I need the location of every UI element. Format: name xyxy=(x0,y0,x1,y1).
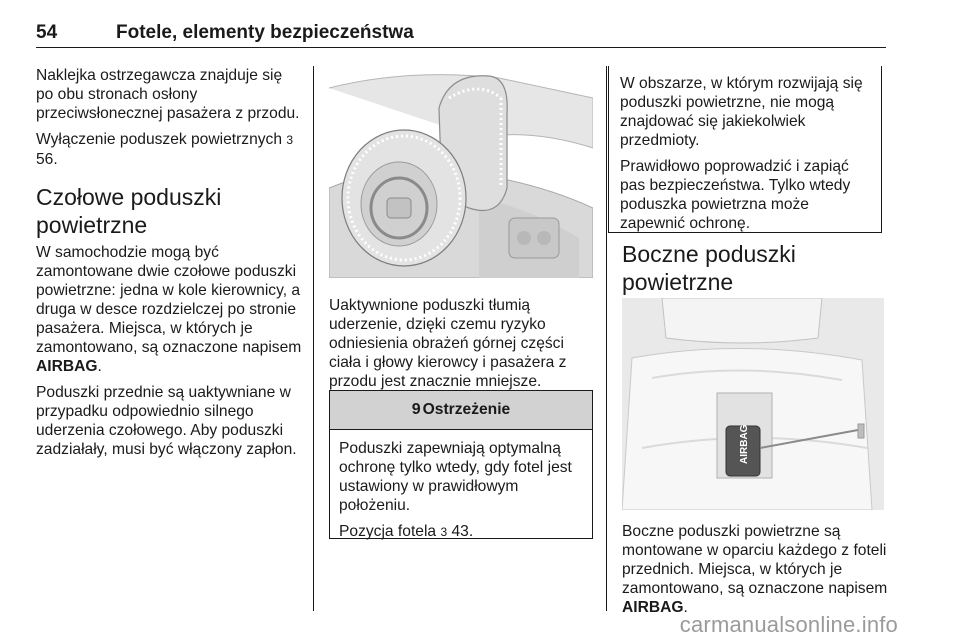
note-box xyxy=(608,66,882,233)
note-text: Prawidłowo poprowadzić i zapiąć pas bezpieczeństwa. Tylko wtedy poduszka powietrzna może zapewnić ochronę. xyxy=(620,158,851,232)
paragraph-text: W samochodzie mogą być zamontowane dwie czołowe poduszki powietrzne: jedna w kole kierownicy, a druga w desce rozdzielczej po stronie pasażera. Miejsca, w których je zamontowano, są oznaczone napisem xyxy=(36,244,302,356)
warning-text: Poduszki zapewniają optymalną ochronę tylko wtedy, gdy fotel jest ustawiony w prawidłowym położeniu. xyxy=(339,440,572,514)
note-body xyxy=(609,66,881,233)
warning-box xyxy=(329,390,593,539)
image-caption: Uaktywnione poduszki tłumią uderzenie, dzięki czemu ryzyko odniesienia obrażeń górnej części ciała i głowy kierowcy i pasażera z przodu jest znacznie mniejsze. xyxy=(329,297,567,390)
paragraph-end: . xyxy=(97,358,102,375)
warning-body xyxy=(330,430,592,542)
page-ref-link[interactable]: 43. xyxy=(451,523,474,540)
left-column xyxy=(36,66,302,466)
right-heading-block xyxy=(622,240,884,300)
note-text: W obszarze, w którym rozwijają się poduszki powietrzne, nie mogą znajdować się jakiekolwiek przedmioty. xyxy=(620,75,863,149)
middle-column xyxy=(329,296,591,398)
page-ref-icon: 3 xyxy=(286,133,294,147)
section-heading: Boczne poduszki powietrzne xyxy=(622,241,796,295)
page-number: 54 xyxy=(36,22,58,43)
airbag-label: AIRBAG xyxy=(36,358,98,375)
paragraph-end: . xyxy=(683,599,688,616)
airbag-label: AIRBAG xyxy=(622,599,684,616)
warning-header xyxy=(330,390,592,430)
column-divider-right xyxy=(606,66,607,611)
ref-text: Wyłączenie poduszek powietrznych xyxy=(36,131,283,148)
warning-icon: 9 xyxy=(411,401,421,418)
seat-airbag-illustration xyxy=(622,298,884,510)
section-heading: Czołowe poduszki powietrzne xyxy=(36,184,222,238)
paragraph: Poduszki przednie są uaktywniane w przypadku odpowiednio silnego uderzenia czołowego. Aby poduszki zadziałały, musi być włączony zapłon. xyxy=(36,384,297,458)
paragraph-with-ref xyxy=(36,130,302,169)
paragraph xyxy=(622,522,890,617)
front-airbags-illustration xyxy=(329,68,593,278)
warning-ref xyxy=(339,522,583,542)
page-title: Fotele, elementy bezpieczeństwa xyxy=(116,22,414,43)
ref-text: Pozycja fotela xyxy=(339,523,437,540)
paragraph xyxy=(36,243,302,376)
right-column-text xyxy=(622,522,890,624)
header-rule xyxy=(36,47,886,48)
seat-airbag-label: AIRBAG xyxy=(739,424,750,464)
column-divider-left xyxy=(313,66,314,611)
page-ref-icon: 3 xyxy=(440,525,448,539)
watermark: carmanualsonline.info xyxy=(679,612,898,637)
page-ref-link[interactable]: 56. xyxy=(36,151,58,168)
paragraph-text: Boczne poduszki powietrzne są montowane w oparciu każdego z foteli przednich. Miejsca, w których je zamontowano, są oznaczone napisem xyxy=(622,523,888,597)
paragraph: Naklejka ostrzegawcza znajduje się po obu stronach osłony przeciwsłonecznej pasażera z przodu. xyxy=(36,67,300,122)
warning-title: Ostrzeżenie xyxy=(422,401,511,418)
